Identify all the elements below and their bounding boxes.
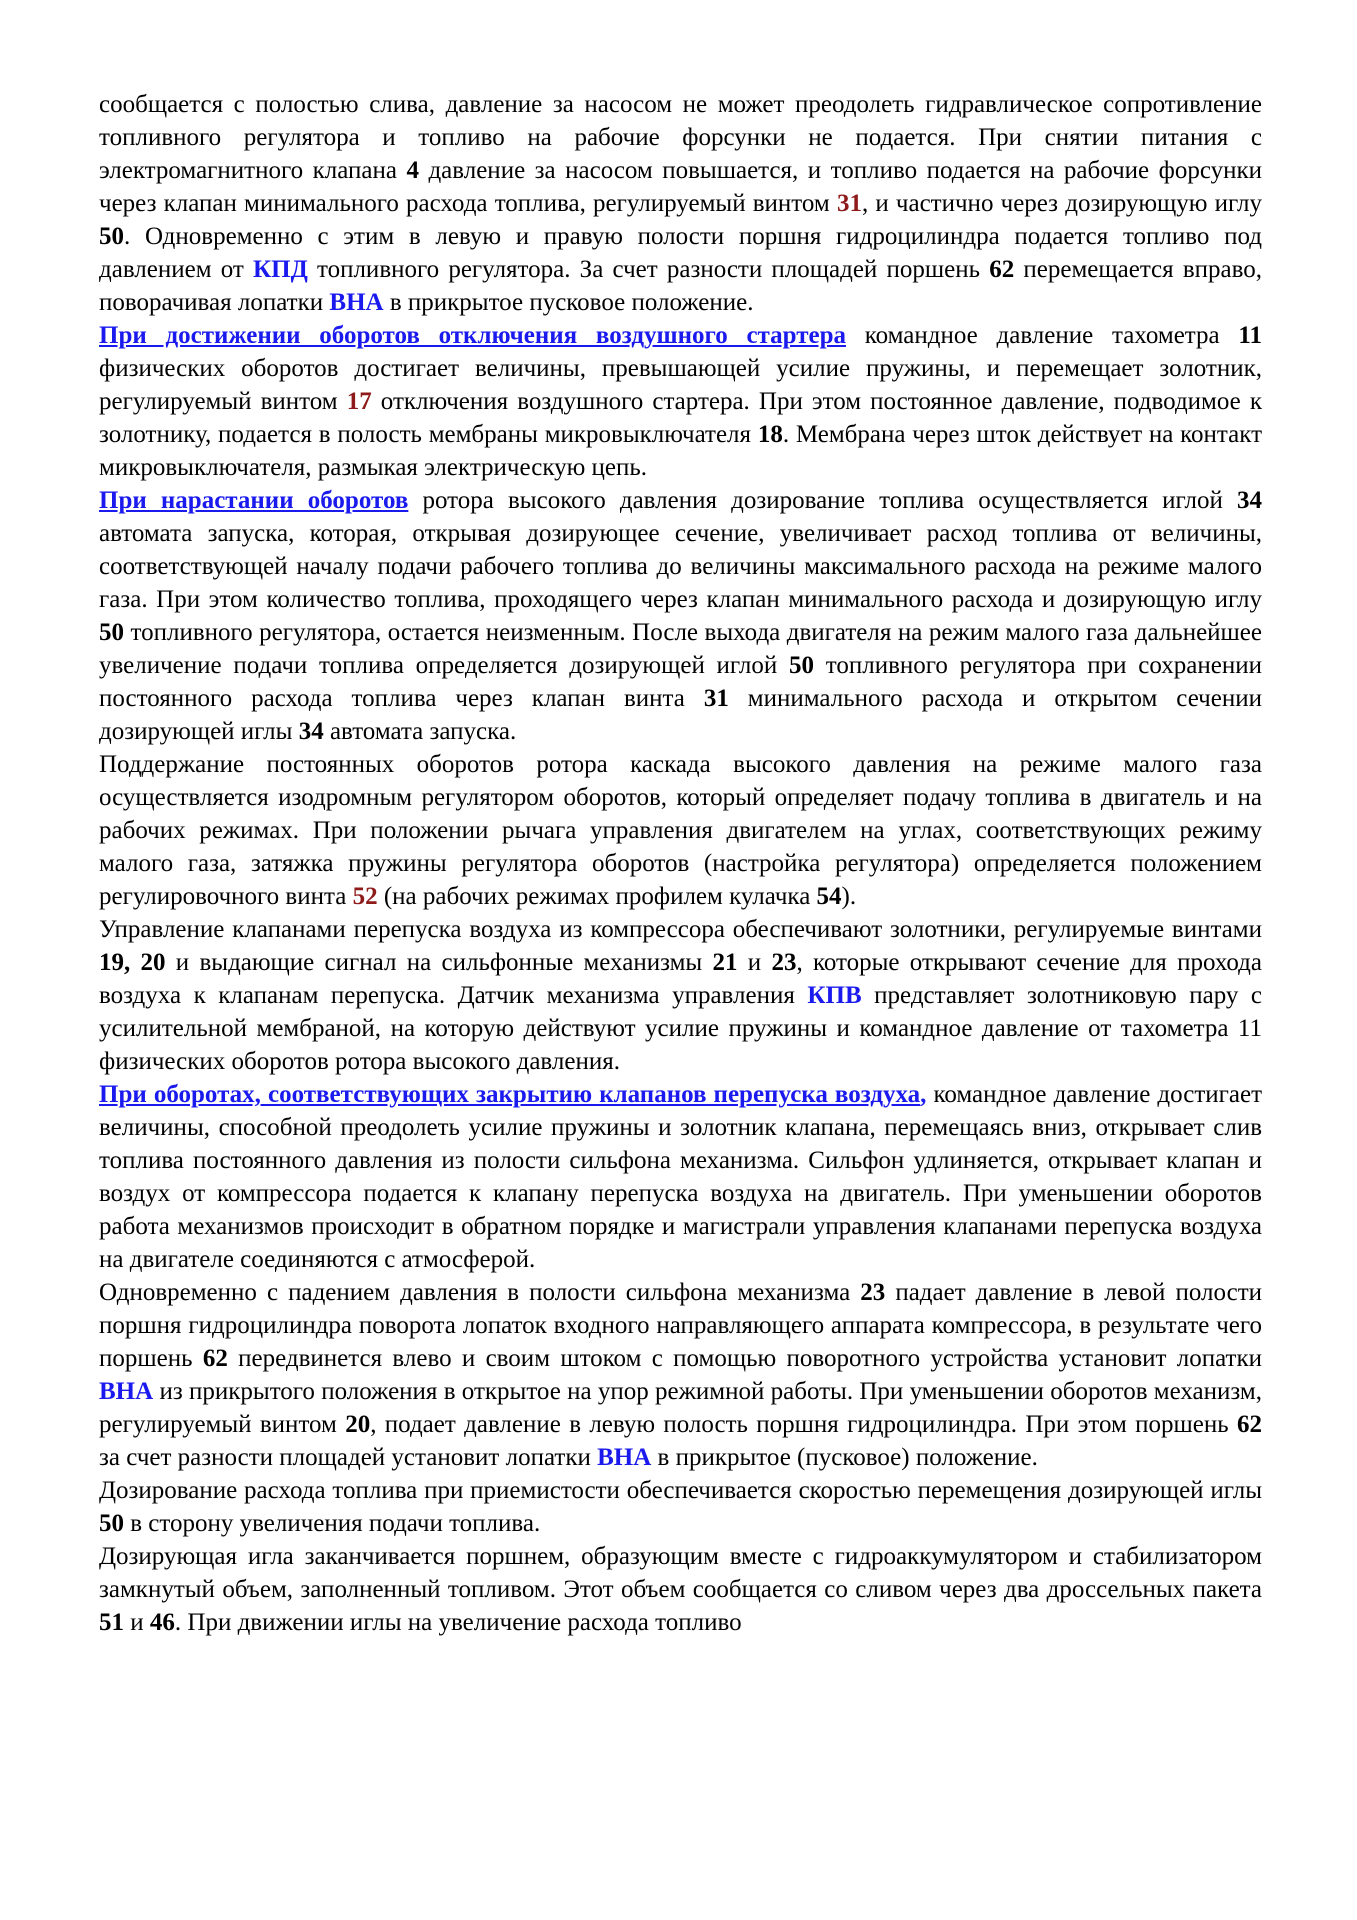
text-run: Одновременно с падением давления в полости сильфона механизма — [99, 1279, 861, 1306]
bold-number: 18 — [757, 421, 783, 448]
red-number: 17 — [346, 388, 372, 415]
paragraph — [99, 484, 1262, 748]
text-run: командное давление достигает величины, способной преодолеть усилие пружины и золотник клапана, перемещаясь вниз, открывает слив топлива постоянного давления из полости сильфона механизма. Сильфон удлиняется, открывает клапан и воздух от компрессора подается к клапану перепуска воздуха на двигатель. При уменьшении оборотов работа механизмов происходит в обратном порядке и магистрали управления клапанами перепуска воздуха на двигателе соединяются с атмосферой. — [99, 1081, 1262, 1273]
text-run: топливного регулятора, остается неизменным. После выхода двигателя на режим малого газа дальнейшее увеличение подачи топлива определяется дозирующей иглой — [99, 619, 1262, 679]
text-run: автомата запуска. — [323, 718, 517, 745]
bold-number: 11 — [1238, 322, 1262, 349]
text-run: , и частично через дозирующую иглу — [861, 190, 1263, 217]
bold-number: 62 — [989, 256, 1015, 283]
red-number: 52 — [352, 883, 378, 910]
text-run: представляет золотниковую пару с усилительной мембраной, на которую действуют усилие пружины и командное давление от тахометра 11 физических оборотов ротора высокого давления. — [99, 982, 1262, 1075]
bold-number: 19, 20 — [99, 949, 166, 976]
paragraph — [99, 1276, 1262, 1474]
bold-number: 54 — [816, 883, 842, 910]
text-run: топливного регулятора при сохранении постоянного расхода топлива через клапан винта — [99, 652, 1262, 712]
section-heading-link[interactable]: При оборотах, соответствующих закрытию клапанов перепуска воздуха — [99, 1081, 921, 1108]
text-run: и — [737, 949, 772, 976]
text-run: . Мембрана через шток действует на контакт микровыключателя, размыкая электрическую цепь. — [99, 421, 1262, 481]
bold-number: 46 — [149, 1609, 175, 1636]
text-run: командное давление тахометра — [846, 322, 1239, 349]
red-number: 31 — [836, 190, 862, 217]
text-run: ). — [841, 883, 857, 910]
document-body — [99, 88, 1262, 1639]
paragraph — [99, 1540, 1262, 1639]
text-run: Дозирование расхода топлива при приемистости обеспечивается скоростью перемещения дозирующей иглы — [99, 1477, 1262, 1504]
text-run: ротора высокого давления дозирование топлива осуществляется иглой — [408, 487, 1237, 514]
text-run: в прикрытое (пусковое) положение. — [651, 1444, 1038, 1471]
paragraph — [99, 88, 1262, 319]
text-run: падает давление в левой полости поршня гидроцилиндра поворота лопаток входного направляющего аппарата компрессора, в результате чего поршень — [99, 1279, 1262, 1372]
bold-number: 31 — [703, 685, 729, 712]
paragraph — [99, 913, 1262, 1078]
bold-number: 62 — [1237, 1411, 1262, 1438]
bold-number: 50 — [99, 223, 124, 250]
bold-number: 50 — [99, 619, 124, 646]
text-run: (на рабочих режимах профилем кулачка — [377, 883, 817, 910]
text-run: Управление клапанами перепуска воздуха из компрессора обеспечивают золотники, регулируемые винтами — [99, 916, 1262, 943]
bold-number: 21 — [712, 949, 738, 976]
paragraph — [99, 319, 1262, 484]
text-run: в прикрытое пусковое положение. — [383, 289, 754, 316]
text-run: Поддержание постоянных оборотов ротора каскада высокого давления на режиме малого газа осуществляется изодромным регулятором оборотов, который определяет подачу топлива в двигатель и на рабочих режимах. При положении рычага управления двигателем на углах, соответствующих режиму малого газа, затяжка пружины регулятора оборотов (настройка регулятора) определяется положением регулировочного винта — [99, 751, 1262, 910]
paragraph — [99, 1078, 1262, 1276]
bold-number: 50 — [789, 652, 815, 679]
text-run: в сторону увеличения подачи топлива. — [124, 1510, 541, 1537]
term-link[interactable]: , — [920, 1081, 927, 1108]
text-run: и — [124, 1609, 150, 1636]
term-link[interactable]: КПД — [253, 256, 308, 283]
text-run: . Одновременно с этим в левую и правую полости поршня гидроцилиндра подается топливо под давлением от — [99, 223, 1262, 283]
text-run: , подает давление в левую полость поршня гидроцилиндра. При этом поршень — [370, 1411, 1237, 1438]
bold-number: 34 — [1237, 487, 1262, 514]
text-run: минимального расхода и открытом сечении дозирующей иглы — [99, 685, 1262, 745]
text-run: топливного регулятора. За счет разности площадей поршень — [307, 256, 990, 283]
text-run: из прикрытого положения в открытое на упор режимной работы. При уменьшении оборотов механизм, регулируемый винтом — [99, 1378, 1262, 1438]
bold-number: 34 — [298, 718, 324, 745]
text-run: передвинется влево и своим штоком с помощью поворотного устройства установит лопатки — [227, 1345, 1262, 1372]
paragraph — [99, 1474, 1262, 1540]
text-run: Дозирующая игла заканчивается поршнем, образующим вместе с гидроаккумулятором и стабилизатором замкнутый объем, заполненный топливом. Этот объем сообщается со сливом через два дроссельных пакета — [99, 1543, 1262, 1603]
term-link[interactable]: ВНА — [329, 289, 384, 316]
bold-number: 51 — [99, 1609, 124, 1636]
term-link[interactable]: ВНА — [597, 1444, 652, 1471]
text-run: . При движении иглы на увеличение расхода топливо — [174, 1609, 742, 1636]
bold-number: 20 — [345, 1411, 371, 1438]
text-run: сообщается с полостью слива, давление за насосом не может преодолеть гидравлическое сопротивление топливного регулятора и топливо на рабочие форсунки не подается. При снятии питания с электромагнитного клапана — [99, 91, 1262, 184]
text-run: и выдающие сигнал на сильфонные механизмы — [165, 949, 713, 976]
text-run: перемещается вправо, поворачивая лопатки — [99, 256, 1262, 316]
bold-number: 23 — [860, 1279, 886, 1306]
text-run: отключения воздушного стартера. При этом постоянное давление, подводимое к золотнику, подается в полость мембраны микровыключателя — [99, 388, 1262, 448]
section-heading-link[interactable]: При достижении оборотов отключения воздушного стартера — [99, 322, 846, 349]
section-heading-link[interactable]: При нарастании оборотов — [99, 487, 409, 514]
bold-number: 50 — [99, 1510, 124, 1537]
bold-number: 62 — [202, 1345, 228, 1372]
text-run: , которые открывают сечение для прохода воздуха к клапанам перепуска. Датчик механизма управления — [99, 949, 1262, 1009]
text-run: давление за насосом повышается, и топливо подается на рабочие форсунки через клапан минимального расхода топлива, регулируемый винтом — [99, 157, 1263, 217]
bold-number: 4 — [406, 157, 419, 184]
bold-number: 23 — [771, 949, 797, 976]
paragraph — [99, 748, 1262, 913]
term-link[interactable]: КПВ — [807, 982, 862, 1009]
text-run: автомата запуска, которая, открывая дозирующее сечение, увеличивает расход топлива от величины, соответствующей началу подачи рабочего топлива до величины максимального расхода на режиме малого газа. При этом количество топлива, проходящего через клапан минимального расхода и дозирующую иглу — [99, 520, 1262, 613]
text-run: за счет разности площадей установит лопатки — [99, 1444, 598, 1471]
text-run: физических оборотов достигает величины, превышающей усилие пружины, и перемещает золотник, регулируемый винтом — [99, 355, 1262, 415]
term-link[interactable]: ВНА — [99, 1378, 154, 1405]
